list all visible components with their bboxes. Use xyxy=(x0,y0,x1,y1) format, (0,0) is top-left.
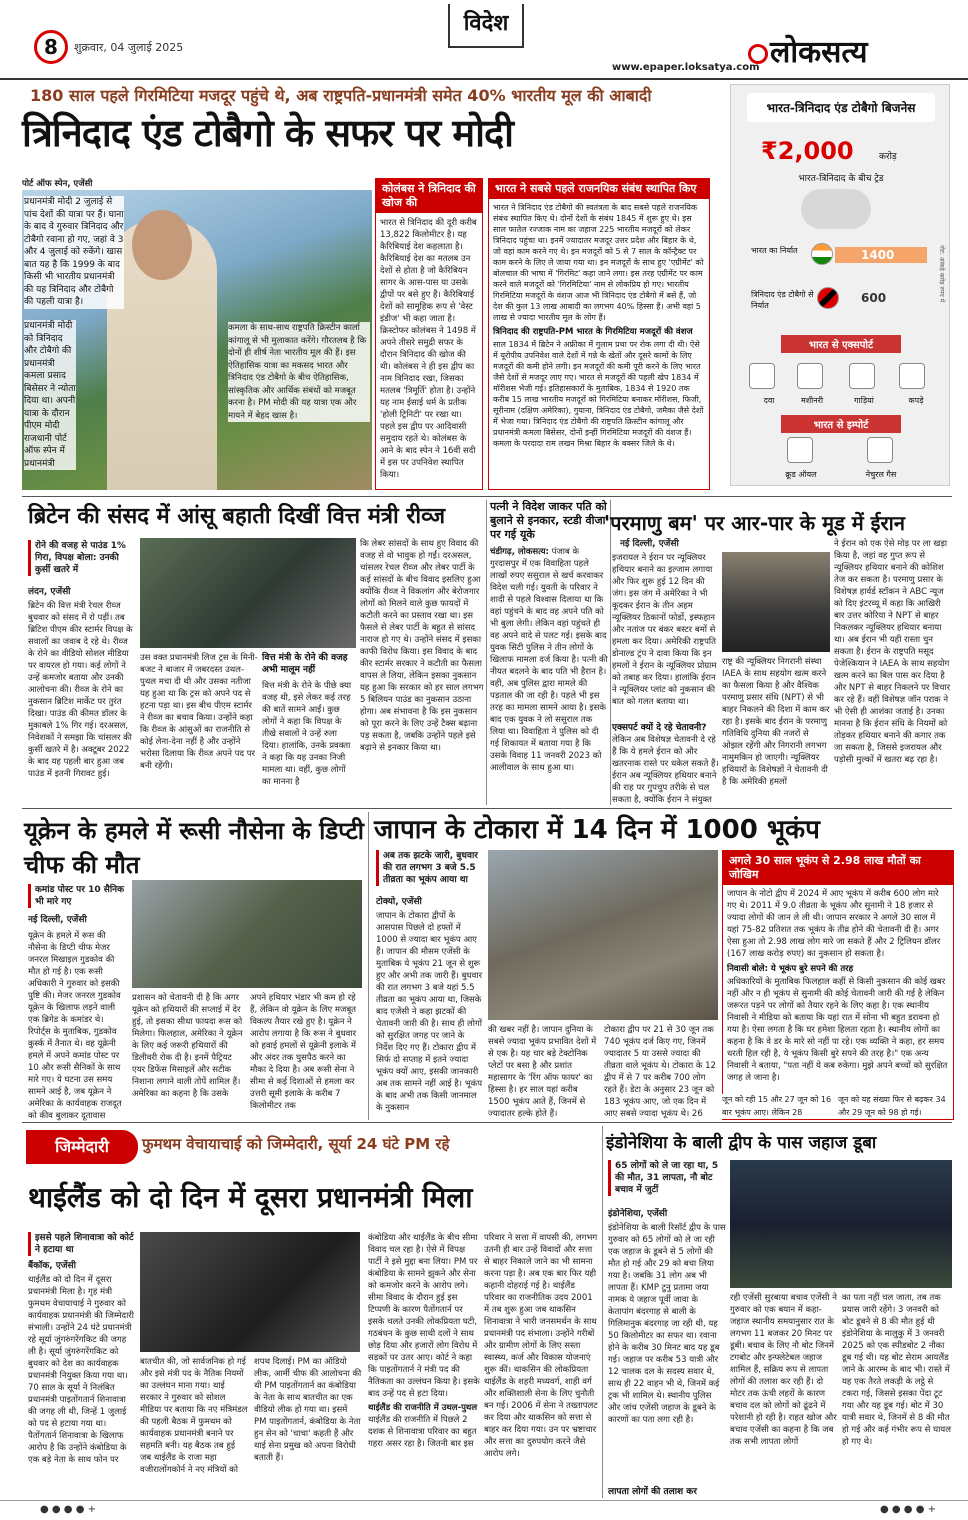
trade-amount-unit: करोड़ xyxy=(879,152,897,162)
thailand-dateline: बैंकॉक, एजेंसी xyxy=(28,1261,76,1271)
tt-export-label: त्रिनिदाद एंड टोबैगो से निर्यात xyxy=(751,290,814,310)
india-export-value: 1400 xyxy=(861,248,895,262)
thailand-bullet: इससे पहले शिनावात्रा को कोर्ट ने हटाया था xyxy=(28,1232,136,1256)
imports-band: भारत से इम्पोर्ट xyxy=(781,415,901,433)
print-marks-right: ● ● ● ● + xyxy=(880,1504,936,1515)
bali-body-2: रही एजेंसी सुरबाया बचाव एजेंसी ने गुरुवार को एक बयान में कहा- जहाज स्थानीय समयानुसार रात के लगभग 11 बजकर 20 मिनट पर डूबी। बचाव के लिए नौ बोट जिनमें टगबोट और इन्फ्लेटेबल जहाज शामिल हैं, सक्रिय रूप से लापता लोगों की तलाश कर रही हैं। दो मोटर तक ऊंची लहरों के कारण बचाव दल को लोगों को ढूंढने में परेशानी हो रही है। राहत खोज और बचाव एजेंसी का कहना है कि जब तक सभी लापता लोगों xyxy=(730,1293,837,1447)
punjab-headline: पत्नी ने विदेश जाकर पति को बुलाने से इनकार, स्टडी वीजा पर गई यूके xyxy=(490,500,607,541)
box-columbus xyxy=(375,178,483,490)
export-item-3: गाड़ियां xyxy=(854,396,874,405)
japan-box xyxy=(722,850,954,1120)
page-footer xyxy=(0,1500,968,1520)
page-number: 8 xyxy=(34,30,68,64)
export-item-2: मशीनरी xyxy=(800,396,824,405)
japan-box-body: जापान के नोटो द्वीप में 2024 में आए भूकंप में करीब 600 लोग मारे गए थे। 2011 में 9.0 तीव्रता के भूकंप और सुनामी ने 18 हजार से ज्यादा लोगों की जान ले ली थी। जापान सरकार ने अगले 30 साल में यहां 75-82 प्रतिशत तक भूकंप के तीव्र होने की चेतावनी दी है। अगर ऐसा हुआ तो 2.98 लाख लोग मारे जा सकते हैं और 2 ट्रिलियन डॉलर (167 लाख करोड़ रुपए) का नुकसान हो सकता है। xyxy=(727,889,941,959)
natural-gas-icon xyxy=(867,437,893,463)
lead-kicker: 180 साल पहले गिरमिटिया मजदूर पहुंचे थे, अब राष्ट्रपति-प्रधानमंत्री समेत 40% भारतीय मूल की आबादी xyxy=(30,86,652,105)
bali-bullet: 65 लोगों को ले जा रहा था, 5 की मौत, 31 लापता, नौ बोट बचाव में जुटीं xyxy=(608,1160,726,1196)
lead-dateline: पोर्ट ऑफ स्पेन, एजेंसी xyxy=(22,179,93,189)
tt-export-value: 600 xyxy=(861,291,887,305)
uk-dateline: लंदन, एजेंसी xyxy=(28,587,71,597)
lead-body-2: प्रधानमंत्री मोदी को त्रिनिदाद और टोबैगो की प्रधानमंत्री कमला प्रसाद बिसेसर ने न्योता दिया था। अपनी यात्रा के दौरान पीएम मोदी राजधानी पोर्ट ऑफ स्पेन में प्रधानमंत्री xyxy=(24,321,76,469)
issue-date: शुक्रवार, 04 जुलाई 2025 xyxy=(74,41,184,54)
thailand-tag: जिम्मेदारी xyxy=(26,1130,138,1164)
thailand-body-2: बातचीत की, जो सार्वजनिक हो गई और इसे मंत्री पद के नैतिक नियमों का उल्लंघन माना गया। थाई सरकार ने गुरुवार को सोशल मीडिया पर बताया कि नए मंत्रिमंडल की पहली बैठक में फुमथम को कार्यवाहक प्रधानमंत्री बनाने पर सहमति बनी। यह बैठक तब हुई जब थाईलैंड के राजा महा वजीरालोंगकोर्न ने नए मंत्रियों को xyxy=(140,1357,248,1475)
bali-headline: इंडोनेशिया के बाली द्वीप के पास जहाज डूबा xyxy=(606,1133,877,1153)
thailand-kicker: फुमथम वेचायाचाई को जिम्मेदारी, सूर्या 24 घंटे PM रहे xyxy=(142,1135,450,1153)
box-relations-subhead: त्रिनिदाद की राष्ट्रपति-PM भारत के गिरमिटिया मजदूरों की वंशज xyxy=(493,327,693,337)
medicine-icon xyxy=(749,363,775,389)
vdivider-2 xyxy=(610,500,611,805)
trade-note: नोट: आंकड़े करोड़ रुपए में xyxy=(938,245,945,303)
punjab-body-text: पंजाब के गुरदासपुर में एक विवाहिता पहले लाखों रुपए ससुराल से खर्च करवाकर विदेश चली गई। युवती के परिवार ने शादी से पहले विश्वास दिलाया था कि वहां पहुंचने के बाद वह अपने पति को भी बुला लेगी। लेकिन वहां पहुंचते ही वह अपने वादे से पलट गई। इसके बाद युवक सिटी पुलिस ने तीन लोगों के खिलाफ मामला दर्ज किया है। पत्नी की नीयत बदलने के बाद पति भी हैरान है। वहीं, अब पुलिस द्वारा मामले की पड़ताल की जा रही है। पहले भी इस तरह का मामला सामने आया है। इसके बाद एक युवक ने लो ससुराल तक लिया था। विवाहिता ने पुलिस को दी गई शिकायत में बताया गया है कि उसके विवाह 11 जनवरी 2023 को आलीवाल के साथ हुआ था। xyxy=(490,547,608,773)
import-item-1: क्रूड ऑयल xyxy=(785,470,817,479)
box-columbus-title: कोलंबस ने त्रिनिदाद की खोज की xyxy=(376,179,482,213)
infographic-title: भारत-त्रिनिदाद एंड टोबैगो बिजनेस xyxy=(747,93,935,122)
japan-body-1: जापान के टोकारा द्वीपों के आसपास पिछले दो हफ्तों में 1000 से ज्यादा बार भूकंप आए हैं। जापान की मौसम एजेंसी के मुताबिक ये भूकंप 21 जून से शुरू हुए और अभी तक जारी हैं। बुधवार की रात लगभग 3 बजे यहां 5.5 तीव्रता का भूकंप आया था, जिसके बाद एजेंसी ने कहा झटकों की चेतावनी जारी की है। साथ ही लोगों को सुरक्षित जगह पर जाने के निर्देश दिए गए हैं। टोकारा द्वीप में सिर्फ दो सप्ताह में इतने ज्यादा भूकंप क्यों आए, इसकी जानकारी अब तक सामने नहीं आई है। भूकंप के बाद अभी तक किसी जानमाल के नुकसान xyxy=(376,911,483,1113)
gudkov-photo xyxy=(132,880,362,988)
quake-photo xyxy=(488,850,718,1020)
punjab-body xyxy=(490,546,608,774)
japan-body-2: की खबर नहीं है। जापान दुनिया के सबसे ज्यादा भूकंप प्रभावित देशों में से एक है। यह चार बड़े टेक्टोनिक प्लेटों पर बसा है और प्रशांत महासागर के 'रिंग ऑफ फायर' का हिस्सा है। हर साल यहां करीब 1500 भूकंप आते हैं, जिनमें से ज्यादातर हल्के होते हैं। xyxy=(488,1025,597,1119)
thailand-body-4 xyxy=(368,1232,480,1450)
bali-dateline: इंडोनेशिया, एजेंसी xyxy=(608,1209,668,1219)
iran-body-3: राष्ट्र की न्यूक्लियर निगरानी संस्था IAEA के साथ सहयोग खत्म करने का फैसला किया है और वैश्विक परमाणु प्रसार संधि (NPT) से भी बाहर निकलने की दिशा में काम कर रहा है। इसके बाद ईरान के परमाणु गतिविधि दुनिया की नजरों से ओझल रहेंगी और निगरानी लगभग नामुमकिन हो जाएगी। न्यूक्लियर हथियारों के विशेषज्ञों ने चेतावनी दी है कि अमेरिकी हमलों xyxy=(722,657,830,787)
russia-dateline: नई दिल्ली, एजेंसी xyxy=(28,915,87,925)
face-shape xyxy=(132,210,192,280)
japan-caption-1: जून को रही 15 और 27 जून को 16 बार भूकंप आए। लेकिन 28 xyxy=(722,1094,834,1119)
phumtham-photo xyxy=(140,1232,360,1352)
thailand-body-6: परिवार ने सत्ता में वापसी की, लगभग उतनी ही बार उन्हें विवादों और सत्ता से बाहर निकाले जाने का भी सामना करना पड़ा है। अब एक बार फिर यही कहानी दोहराई गई है। थाईलैंड परिवार का राजनीतिक उदय 2001 में तब शुरू हुआ जब थाकसिन शिनावात्रा ने भारी जनसमर्थन के साथ प्रधानमंत्री पद संभाला। उन्होंने गरीबों और ग्रामीण लोगों के लिए सस्ता स्वास्थ्य, कर्ज और विकास योजनाएं शुरू कीं। थाकसिन की लोकप्रियता थाईलैंड के शहरी मध्यवर्ग, शाही वर्ग और शक्तिशाली सेना के लिए चुनौती बन गई। 2006 में सेना ने तख्तापलट कर दिया और थाकसिन को सत्ता से बाहर कर दिया गया। उन पर भ्रष्टाचार और सत्ता का दुरुपयोग करने जैसे आरोप लगे। xyxy=(484,1233,598,1459)
car-icon xyxy=(849,363,875,389)
reeves-photo xyxy=(140,538,356,648)
divider-3 xyxy=(22,1122,952,1123)
iran-subhead: एक्सपर्ट क्यों दे रहे चेतावनी? xyxy=(612,723,707,733)
punjab-dateline: चंडीगढ़, लोकसत्य: xyxy=(490,547,549,557)
divider-1 xyxy=(22,496,952,497)
japan-headline: जापान के टोकारा में 14 दिन में 1000 भूकंप xyxy=(374,815,820,845)
lead-body-1: प्रधानमंत्री मोदी 2 जुलाई से पांच देशों की यात्रा पर हैं। घाना के बाद वे गुरुवार त्रिनिदाद और टोबैगो रवाना हो गए, जहां वे 3 और 4 जुलाई को रुकेंगे। खास बात यह है कि 1999 के बाद किसी भी भारतीय प्रधानमंत्री की यह त्रिनिदाद और टोबैगो की पहली यात्रा है। xyxy=(24,197,124,307)
uk-box-title: वित्त मंत्री के रोने की वजह अभी मालूम नहीं xyxy=(262,653,348,675)
thailand-subhead: थाईलैंड की राजनीति में उथल-पुथल xyxy=(368,1403,478,1413)
iran-headline: 'परमाणु बम' पर आर-पार के मूड में ईरान xyxy=(604,511,905,535)
russia-bullet: कमांड पोस्ट पर 10 सैनिक भी मारे गए xyxy=(28,884,128,908)
handshake-icon xyxy=(801,189,871,229)
logo-icon xyxy=(748,44,768,64)
box-relations xyxy=(488,178,710,490)
russia-body-1: यूक्रेन के हमले में रूस की नौसेना के डिप्टी चीफ मेजर जनरल मिखाइल गुडकोव की मौत हो गई है। एक रूसी अधिकारी ने गुरुवार को इसकी पुष्टि की। मेजर जनरल गुडकोव यूक्रेन के खिलाफ लड़ने वाली एक ब्रिगेड के कमांडर थे। रिपोर्ट्स के मुताबिक, गुडकोव कुर्स्क में तैनात थे। वह यूक्रेनी हमले में अपने कमांड पोस्ट पर 10 और रूसी सैनिकों के साथ मारे गए। ये घटना उस समय सामने आई है, जब यूक्रेन ने अमेरिका के कार्यवाहक राजदूत को कीव बुलाकर दूतावास xyxy=(28,931,122,1121)
box-relations-body: भारत ने त्रिनिदाद एंड टोबैगो की स्वतंत्रता के बाद सबसे पहले राजनयिक संबंध स्थापित किए थे। दोनों देशों के संबंध 1845 में शुरू हुए थे। इस साल फातेल रज्जाक नाम का जहाज 225 भारतीय मजदूरों को लेकर त्रिनिदाद पहुंचा था। इनमें ज्यादातर मजदूर उत्तर प्रदेश और बिहार के थे, जो वहां काम करने गए थे। इन मजदूरों को 5 से 7 साल के कॉन्ट्रैक्ट पर काम करने के लिए ले जाया गया था। इन मजदूरों के साथ हुए 'एग्रीमेंट' को बोलचाल की भाषा में 'गिरमिट' कहा जाने लगा। इस तरह एग्रीमेंट पर काम करने वाले मजदूरों को 'गिरमिटिया' नाम से लोकप्रिय हो गए। भारतीय गिरमिटिया मजदूरों के वंशज आज भी त्रिनिदाद एंड टोबैगो में बसे हैं, जो देश की कुल 13 लाख आबादी का लगभग 40% हिस्सा हैं। अभी वहां 5 लाख से ज्यादा भारतीय मूल के लोग हैं। xyxy=(493,203,704,322)
japan-body-3: टोकारा द्वीप पर 21 से 30 जून तक 740 भूकंप दर्ज किए गए, जिनमें ज्यादातर 5 या उससे ज्यादा की तीव्रता वाले भूकंप थे। टोकारा के 12 द्वीप में से 7 पर करीब 700 लोग रहते हैं। डेटा के अनुसार 23 जून को 183 भूकंप आए, जो एक दिन में आए सबसे ज्यादा भूकंप थे। 26 xyxy=(604,1025,716,1119)
import-item-2: नेचुरल गैस xyxy=(865,470,897,479)
epaper-link[interactable]: www.epaper.loksatya.com xyxy=(612,62,760,73)
japan-bullet: अब तक झटके जारी, बुधवार की रात लगभग 3 बजे 5.5 तीव्रता का भूकंप आया था xyxy=(376,850,484,886)
tt-flag-icon xyxy=(817,287,839,309)
japan-box-subhead: निवासी बोले: ये भूकंप बुरे सपने की तरह xyxy=(727,964,854,974)
khamenei-photo xyxy=(722,552,830,652)
trade-subtitle: भारत-त्रिनिदाद के बीच ट्रेड xyxy=(798,174,884,184)
india-flag-icon xyxy=(811,243,833,265)
export-item-4: कपड़े xyxy=(908,396,924,405)
vdivider-3 xyxy=(368,812,369,1120)
machinery-icon xyxy=(797,363,823,389)
bali-body-1: इंडोनेशिया के बाली रिसॉर्ट द्वीप के पास गुरुवार को 65 लोगों को ले जा रही एक जहाज के डूबने से 5 लोगों की मौत हो गई और 29 को बचा लिया गया है। जबकि 31 लोग अब भी लापता हैं। KMP टुनु प्रतामा जया नामक ये जहाज पूर्वी जावा के केतापांग बंदरगाह से बाली के गिलिमानुक बंदरगाह जा रही थी, यह 50 किलोमीटर का सफर था। रवाना होने के करीब 30 मिनट बाद यह डूब गई। जहाज पर करीब 53 यात्री और 12 चालक दल के सदस्य सवार थे, साथ ही 22 वाहन भी थे, जिनमें कई ट्रक भी शामिल थे। स्थानीय पुलिस और जांच एजेंसी जहाज के डूबने के कारणों का पता लगा रही है। xyxy=(608,1223,726,1425)
uk-body-2: उस वक्त प्रधानमंत्री लिज ट्रस के मिनी-बजट ने बाजार में जबरदस्त उथल-पुथल मचा दी थी और उसका नतीजा यह हुआ था कि ट्रस को अपने पद से हटना पड़ा था। इस बीच पीएम स्टार्मर ने रीव्ज का बचाव किया। उन्होंने कहा कि रीव्ज के आंसुओं का राजनीति से कोई लेना-देना नहीं है और उन्होंने भरोसा दिलाया कि रीव्ज अपने पद पर बनी रहेंगी। xyxy=(140,653,258,771)
russia-headline: यूक्रेन के हमले में रूसी नौसेना के डिप्टी चीफ की मौत xyxy=(24,817,365,879)
thailand-body-5: थाईलैंड की राजनीति में पिछले 2 दशक से शिनावात्रा परिवार का बहुत गहरा असर रहा है। जितनी बार इस xyxy=(368,1415,477,1449)
india-export-label: भारत का निर्यात xyxy=(751,246,798,255)
vdivider-1 xyxy=(486,500,487,805)
japan-box-title: अगले 30 साल भूकंप से 2.98 लाख मौतों का जोखिम xyxy=(723,851,953,885)
thailand-headline: थाईलैंड को दो दिन में दूसरा प्रधानमंत्री मिला xyxy=(28,1181,473,1214)
iran-body-4: ने ईरान को एक ऐसे मोड़ पर ला खड़ा किया है, जहां वह गुप्त रूप से न्यूक्लियर हथियार बनाने की कोशिश तेज कर सकता है। परमाणु प्रसार के विशेषज्ञ हार्वर्ड स्टॉकन ने ABC न्यूज को दिए इंटरव्यू में कहा कि आखिरी बार उत्तर कोरिया ने NPT से बाहर निकलकर न्यूक्लियर हथियार बनाया था। अब ईरान भी यही रास्ता चुन सकता है। ईरान के राष्ट्रपति मसूद पेजेश्कियान ने IAEA के साथ सहयोग खत्म करने का बिल पास कर दिया है और NPT से बाहर निकलने पर विचार कर रहे हैं। वहीं विशेषज्ञ जॉन पराक ने भी ऐसी ही आशंका जताई है। उनका मानना है कि ईरान संधि के नियमों को तोड़कर हथियार बनाने की कगार तक जा सकता है, जिससे इजरायल और पड़ोसी मुल्कों में खतरा बढ़ रहा है। xyxy=(834,539,951,765)
thailand-body-4-text: कंबोडिया और थाईलैंड के बीच सीमा विवाद चल रहा है। ऐसे में विपक्ष पार्टी ने इसे मुद्दा बना लिया। PM पर कंबोडिया के सामने झुकने और सेना को कमजोर करने के आरोप लगे। सीमा विवाद के दौरान हुई इस टिप्पणी के कारण पैतोंगतार्न पर इसके चलते उनकी लोकप्रियता घटी, गठबंधन के कुछ साथी दलों ने साथ छोड़ दिया और हजारों लोग विरोध में सड़कों पर उतर आए। कोर्ट ने कहा कि पाइतोंगतार्न ने मंत्री पद की नैतिकता का उल्लंघन किया है। इसके बाद उन्हें पद से हटा दिया। xyxy=(368,1233,480,1399)
uk-headline: ब्रिटेन की संसद में आंसू बहाती दिखीं वित्त मंत्री रीव्ज xyxy=(28,504,446,529)
uk-bullet: रोने की वजह से पाउंड 1% गिरा, विपक्ष बोला: उनकी कुर्सी खतरे में xyxy=(28,540,136,576)
iran-dateline: नई दिल्ली, एजेंसी xyxy=(620,539,679,549)
masthead xyxy=(0,0,968,80)
lead-headline: त्रिनिदाद एंड टोबैगो के सफर पर मोदी xyxy=(22,111,514,155)
rescue-photo xyxy=(730,1160,952,1288)
divider-2 xyxy=(22,808,952,809)
uk-body-3: वित्त मंत्री के रोने के पीछे क्या वजह थी, इसे लेकर कई तरह की बातें सामने आईं। कुछ लोगों ने कहा कि विपक्ष के तीखे सवालों ने उन्हें रुला दिया। हालांकि, उनके प्रवक्ता ने कहा कि यह उनका निजी मामला था। वहीं, कुछ लोगों का मानना है xyxy=(262,681,352,787)
iran-body-1: इजरायल ने ईरान पर न्यूक्लियर हथियार बनाने का इल्जाम लगाया और फिर शुरू हुई 12 दिन की जंग। इस जंग में अमेरिका ने भी कूदकर ईरान के तीन अहम न्यूक्लियर ठिकानों फोर्डो, इस्फहान और नतांज पर बंकर बस्टर बमों से हमला कर दिया। अमेरिकी राष्ट्रपति डोनाल्ड ट्रंप ने दावा किया कि इन हमलों ने ईरान के न्यूक्लियर प्रोग्राम को तबाह कर दिया। हालांकि ईरान ने न्यूक्लियर प्लांट को नुकसान की बात को गलत बताया था। xyxy=(612,553,717,707)
japan-dateline: टोक्यो, एजेंसी xyxy=(376,897,422,907)
lead-caption: कमला के साथ-साथ राष्ट्रपति क्रिस्टीन कार्ला कांगालू से भी मुलाकात करेंगे। गौरतलब है कि दोनों ही शीर्ष नेता भारतीय मूल की हैं। इस ऐतिहासिक यात्रा का मकसद भारत और त्रिनिदाद एंड टोबैगो के बीच ऐतिहासिक, सांस्कृतिक और आर्थिक संबंधों को मजबूत करना है। PM मोदी की यह यात्रा एक और मायने में बेहद खास है। xyxy=(228,322,370,422)
uk-body-1: ब्रिटेन की वित्त मंत्री रेचल रीव्ज बुधवार को संसद में रो पड़ीं। तब ब्रिटिश पीएम कीर स्टार्मर विपक्ष के सवालों का जवाब दे रहे थे। रीव्ज के रोने का वीडियो सोशल मीडिया पर वायरल हो गया। कई लोगों ने उन्हें कमजोर बताया और उनकी आलोचना की। रीव्ज के रोने का नुकसान ब्रिटिश मार्केट पर तुरंत दिखा। पाउंड की कीमत डॉलर के मुकाबले 1% गिर गई। दरअसल, निवेशकों ने समझा कि चांसलर की कुर्सी खतरे में है। अक्टूबर 2022 के बाद यह पहली बार हुआ जब पाउंड में इतनी गिरावट हुई। xyxy=(28,601,133,779)
section-title: विदेश xyxy=(448,4,524,48)
thailand-body-1: थाईलैंड को दो दिन में दूसरा प्रधानमंत्री मिला है। गृह मंत्री फुमथम वेचायाचाई ने गुरुवार को कार्यवाहक प्रधानमंत्री की जिम्मेदारी संभाली। उन्होंने 24 घंटे प्रधानमंत्री रहे सूर्या जुंगरुंगरेंगकिट की जगह ली है। सूर्या जुंगरुंगरेंगकिट को बुधवार को देश का कार्यवाहक प्रधानमंत्री नियुक्त किया गया था। 70 साल के सूर्या ने निलंबित प्रधानमंत्री पाइतोंगतार्न शिनावात्रा की जगह ली थी, जिन्हें 1 जुलाई को पद से हटाया गया था। पैतोंगतार्न शिनावात्रा के खिलाफ आरोप है कि उन्होंने कंबोडिया के एक बड़े नेता के साथ फोन पर xyxy=(28,1275,134,1465)
logo: लोकसत्य xyxy=(770,35,868,70)
trade-infographic xyxy=(730,84,950,486)
print-marks-left: ● ● ● ● + xyxy=(40,1504,96,1515)
export-item-1: दवा xyxy=(763,396,775,405)
iran-body-2: लेकिन अब विशेषज्ञ चेतावनी दे रहे हैं कि ये हमले ईरान को और खतरनाक रास्ते पर धकेल सकते हैं। ईरान अब न्यूक्लियर हथियार बनाने की राह पर गुपचुप तरीके से चल सकता है, क्योंकि ईरान ने संयुक्त xyxy=(612,735,719,805)
russia-body-2: प्रशासन को चेतावनी दी है कि अगर यूक्रेन को हथियारों की सप्लाई में देर हुई, तो इसका सीधा फायदा रूस को मिलेगा। फिलहाल, अमेरिका ने यूक्रेन के लिए कई जरूरी हथियारों की डिलीवरी रोक दी है। इनमें पैट्रियट एयर डिफेंस मिसाइलें और सटीक निशाना लगाने वाली तोपें शामिल हैं। अमेरिका का कहना है कि उसके xyxy=(132,993,243,1099)
clothes-icon xyxy=(899,363,925,389)
vdivider-4 xyxy=(602,1126,603,1498)
japan-box-body-2: अधिकारियों के मुताबिक फिलहाल कहीं से किसी नुकसान की कोई खबर नहीं और न ही भूकंप से सुनामी की कोई चेतावनी जारी की गई है लेकिन जरूरत पड़ने पर लोगों को तैयार रहने के लिए कहा है। एक स्थानीय निवासी ने मीडिया को बताया कि यहां रात में सोना भी बहुत डरावना हो गया है। ऐसा लगता है कि घर हमेशा हिलता रहता है। स्थानीय लोगों का कहना है कि वे डर के मारे सो नहीं पा रहे। एक व्यक्ति ने कहा, हर समय धरती हिल रही है, ये भूकंप किसी बुरे सपने की तरह है।" एक अन्य निवासी ने बताया, "पता नहीं ये कब रुकेगा। मुझे अपने बच्चों को सुरक्षित जगह ले जाना है। xyxy=(727,977,948,1083)
thailand-body-3: शपथ दिलाई। PM का ऑडियो लीक, आर्मी चीफ की आलोचना की थी PM पाइतोंगतार्न का कंबोडिया के नेता के साथ बातचीत का एक वीडियो लीक हो गया था। इसमें PM पाइतोंगतार्न, कंबोडिया के नेता हुन सेन को 'चाचा' कहती हैं और थाई सेना प्रमुख को अपना विरोधी बताती हैं। xyxy=(254,1357,362,1463)
box-relations-body-2: साल 1834 में ब्रिटेन ने अफ्रीका में गुलाम प्रथा पर रोक लगा दी थी। ऐसे में यूरोपीय उपनिवेश वाले देशों में गन्ने के खेतों और दूसरे कामों के लिए मजदूरों की कमी होने लगी। इन मजदूरों की कमी पूरी करने के लिए भारत जैसे देशों से मजदूर लाए गए। भारत से मजदूरों की पहली खेप 1834 में मॉरीशस भेजी गई। इतिहासकारों के मुताबिक, 1834 से 1920 तक करीब 15 लाख भारतीय मजदूरों को गिरमिटिया बनाकर मॉरीशस, फिजी, सूरीनाम (दक्षिण अमेरिका), गुयाना, त्रिनिदाद एंड टोबैगो, जमैका जैसे देशों में भेजा गया। त्रिनिदाद एंड टोबैगो की राष्ट्रपति क्रिस्टीन कांगालू और प्रधानमंत्री कमला बिसेसर, दोनों इन्हीं गिरमिटिया मजदूरों की वंशज हैं। कमला के परदादा राम लखन मिश्रा बिहार के बक्सर जिले के थे। xyxy=(493,340,704,448)
bali-body-3: का पता नहीं चल जाता, तब तक प्रयास जारी रहेंगे। 3 जनवरी को बोट डूबने से 8 की मौत हुई थी इंडोनेशिया के मालुकु में 3 जनवरी 2025 को एक स्पीडबोट 2 नौका डूब गई थी। यह बोट सेराम आयलैंड जाने के आरम्भ के बाद भी। रास्ते में यह एक तैरते लकड़ी के लट्ठे से टकरा गई, जिससे इसका पेंदा टूट गया और यह डूब गई। बोट में 30 यात्री सवार थे, जिनमें से 8 की मौत हो गई और कई गंभीर रूप से घायल हो गए थे। xyxy=(842,1293,951,1447)
russia-body-3: अपने हथियार भंडार भी कम हो रहे हैं, लेकिन वो यूक्रेन के लिए मजबूत विकल्प तैयार रखे हुए है। यूक्रेन ने आरोप लगाया है कि रूस ने बुधवार को हवाई हमलों से यूक्रेनी इलाके में और अंदर तक घुसपैठ करने का मौका दे दिया है। अब रूसी सेना ने सीमा से कई दिशाओं से हमला कर उत्तरी सूमी इलाके के करीब 7 किलोमीटर तक xyxy=(250,993,357,1111)
crude-oil-icon xyxy=(787,437,813,463)
bali-subhead: लापता लोगों की तलाश कर xyxy=(608,1487,697,1497)
trade-amount: ₹2,000 xyxy=(761,137,854,165)
box-relations-title: भारत ने सबसे पहले राजनयिक संबंध स्थापित किए xyxy=(489,179,709,199)
uk-body-4: कि लेबर सांसदों के साथ हुए विवाद की वजह से वो भावुक हो गईं। दरअसल, चांसलर रेचल रीव्ज और लेबर पार्टी के कई सांसदों के बीच विवाद इसलिए हुआ क्योंकि रीव्ज ने विकलांग और बेरोजगार लोगों को मिलने वाले कुछ फायदों में कटौती करने का प्रस्ताव रखा था। इस फैसले से लेबर पार्टी के बहुत से सांसद नाराज हो गए थे। उन्होंने संसद में इसका काफी विरोध किया। इस विवाद के बाद कीर स्टार्मर सरकार ने कटौती का फैसला वापस ले लिया, लेकिन इसका नुकसान यह हुआ कि सरकार को हर साल लगभग 5 बिलियन पाउंड का नुकसान उठाना होगा। अब संभावना है कि इस नुकसान को पूरा करने के लिए उन्हें टैक्स बढ़ाना पड़ सकता है, जबकि उन्होंने पहले इसे बढ़ाने से इनकार किया था। xyxy=(360,539,484,753)
exports-band: भारत से एक्सपोर्ट xyxy=(781,335,901,353)
japan-caption-2: जून को यह संख्या फिर से बढ़कर 34 और 29 जून को 98 हो गई। xyxy=(838,1094,952,1119)
box-columbus-body: भारत से त्रिनिदाद की दूरी करीब 13,822 किलोमीटर है। यह कैरिबियाई देश कहलाता है। कैरिबियाई देश का मतलब उन देशों से होता है जो कैरिबियन सागर के आस-पास या उसके द्वीपों पर बसे हुए हैं। कैरिबियाई देशों को सामूहिक रूप से 'वेस्ट इंडीज' भी कहा जाता है। क्रिस्टोफर कोलंबस ने 1498 में अपने तीसरे समुद्री सफर के दौरान त्रिनिदाद की खोज की थी। कोलंबस ने ही इस द्वीप का नाम त्रिनिदाद रखा, जिसका मतलब 'त्रिमूर्ति' होता है। उन्होंने यह नाम ईसाई धर्म के प्रतीक 'होली ट्रिनिटी' पर रखा था। पहले इस द्वीप पर आदिवासी समुदाय रहते थे। कोलंबस के आने के बाद स्पेन ने 16वीं सदी में इस पर उपनिवेश स्थापित किया। xyxy=(380,218,477,480)
